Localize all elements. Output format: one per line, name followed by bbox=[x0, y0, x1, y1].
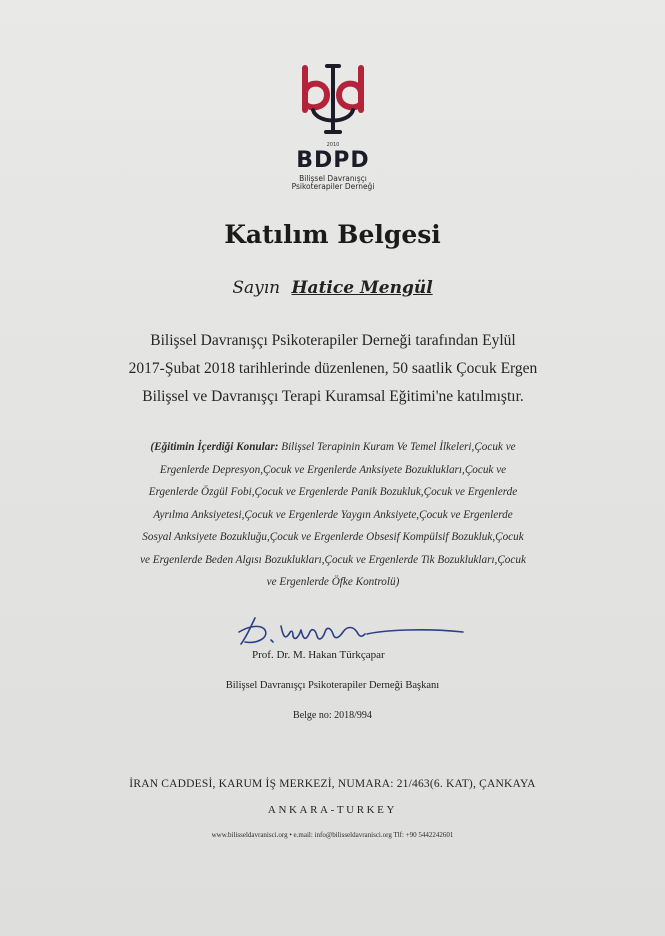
training-topics bbox=[92, 436, 574, 594]
logo-subtitle bbox=[283, 175, 383, 191]
topics-line bbox=[92, 436, 574, 459]
topics-lead: (Eğitimin İçerdiği Konular: bbox=[150, 441, 279, 453]
logo-mark-icon bbox=[283, 62, 383, 142]
recipient-name: Hatice Mengül bbox=[291, 278, 433, 298]
topics-line: ve Ergenlerde Öfke Kontrolü) bbox=[266, 576, 400, 588]
logo-year: 2010 bbox=[326, 142, 340, 148]
topics-line: Ergenlerde Depresyon,Çocuk ve Ergenlerde Anksiyete Bozuklukları,Çocuk ve bbox=[159, 463, 507, 476]
signer-position: Bilişsel Davranışçı Psikoterapiler Derneği Başkanı bbox=[225, 680, 440, 691]
topics-line: Ergenlerde Özgül Fobi,Çocuk ve Ergenlerde Panik Bozukluk,Çocuk ve Ergenlerde bbox=[148, 486, 518, 498]
footer-contact: www.bilisseldavranisci.org • e.mail: info@bilisseldavranisci.org Tlf: +90 5442242601 bbox=[211, 831, 454, 839]
certificate-statement bbox=[92, 327, 574, 411]
statement-line: Bilişsel ve Davranışçı Terapi Kuramsal Eğitimi'ne katılmıştır. bbox=[142, 388, 524, 405]
logo-subtitle-line: Bilişsel Davranışçı bbox=[299, 174, 367, 183]
certificate-title: Katılım Belgesi bbox=[224, 220, 441, 249]
handwritten-signature bbox=[235, 612, 470, 652]
statement-line: 2017-Şubat 2018 tarihlerinde düzenlenen, 50 saatlik Çocuk Ergen bbox=[128, 360, 538, 377]
document-number: Belge no: 2018/994 bbox=[293, 710, 372, 721]
salutation: Sayın bbox=[232, 278, 281, 298]
footer-address: İRAN CADDESİ, KARUM İŞ MERKEZİ, NUMARA: 21/463(6. KAT), ÇANKAYA bbox=[129, 778, 536, 790]
topics-text: Bilişsel Terapinin Kuram Ve Temel İlkeleri,Çocuk ve bbox=[278, 441, 516, 453]
association-logo bbox=[283, 62, 383, 197]
statement-line: Bilişsel Davranışçı Psikoterapiler Derneği tarafından Eylül bbox=[150, 332, 516, 349]
recipient-line bbox=[0, 278, 665, 298]
topics-line: Ayrılma Anksiyetesi,Çocuk ve Ergenlerde Yaygın Anksiyete,Çocuk ve Ergenlerde bbox=[153, 508, 513, 521]
signer-name: Prof. Dr. M. Hakan Türkçapar bbox=[252, 649, 385, 661]
logo-subtitle-line: Psikoterapiler Derneği bbox=[291, 182, 375, 191]
logo-abbreviation: BDPD bbox=[296, 148, 370, 173]
footer-city: ANKARA-TURKEY bbox=[267, 804, 398, 816]
topics-line: ve Ergenlerde Beden Algısı Bozuklukları,Çocuk ve Ergenlerde Tik Bozuklukları,Çocuk bbox=[140, 553, 526, 566]
topics-line: Sosyal Anksiyete Bozukluğu,Çocuk ve Ergenlerde Obsesif Kompülsif Bozukluk,Çocuk bbox=[142, 531, 524, 543]
